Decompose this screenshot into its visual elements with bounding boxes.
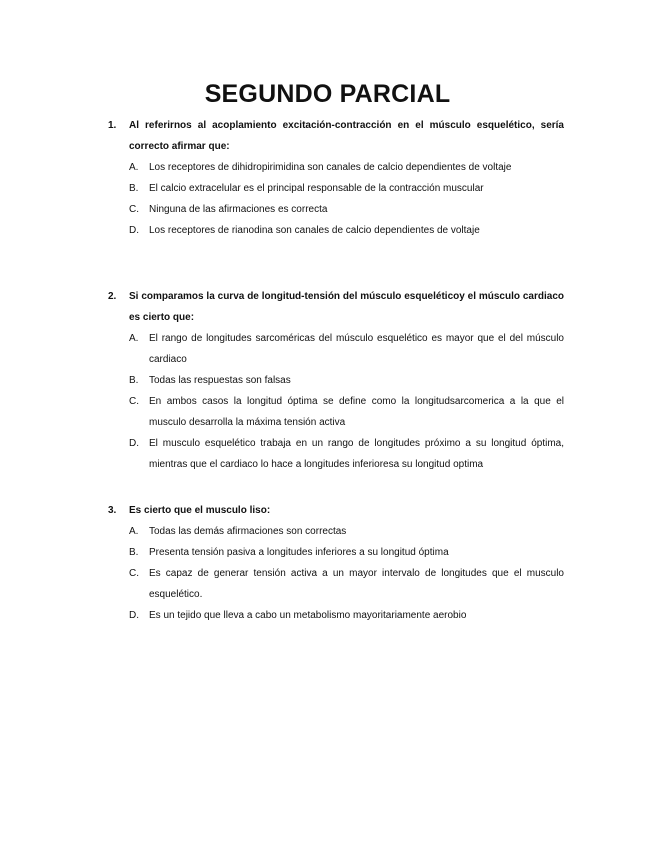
option-text: Ninguna de las afirmaciones es correcta (149, 204, 328, 215)
option-letter: C. (129, 568, 139, 579)
option-text: Presenta tensión pasiva a longitudes inferiores a su longitud óptima (149, 547, 449, 558)
option-letter: B. (129, 183, 139, 194)
option-text: Todas las respuestas son falsas (149, 375, 291, 386)
option-letter: B. (129, 375, 139, 386)
option-text: En ambos casos la longitud óptima se define como la longitudsarcomerica a la que el musculo desarrolla la máxima tensión activa (149, 396, 564, 428)
option-a (129, 157, 564, 178)
option-a (129, 328, 564, 370)
question-number: 3. (108, 505, 117, 516)
option-text: Los receptores de dihidropirimidina son canales de calcio dependientes de voltaje (149, 162, 512, 173)
option-letter: D. (129, 438, 139, 449)
option-text: El musculo esquelético trabaja en un rango de longitudes próximo a su longitud óptima, mientras que el cardiaco lo hace a longitudes inferioresa su longitud optima (149, 438, 564, 470)
question-3 (108, 505, 564, 626)
option-letter: A. (129, 333, 139, 344)
option-letter: A. (129, 162, 139, 173)
option-letter: C. (129, 396, 139, 407)
question-text: Si comparamos la curva de longitud-tensión del músculo esqueléticoy el músculo cardiaco es cierto que: (129, 291, 564, 323)
page-title: SEGUNDO PARCIAL (204, 80, 451, 108)
option-c (129, 199, 564, 220)
question-number: 1. (108, 120, 117, 131)
option-letter: D. (129, 610, 139, 621)
question-number: 2. (108, 291, 117, 302)
question-text: Es cierto que el musculo liso: (129, 505, 271, 516)
question-2 (108, 291, 564, 475)
option-c (129, 563, 564, 605)
option-letter: B. (129, 547, 139, 558)
question-1 (108, 120, 564, 241)
options-list (129, 328, 564, 475)
question-text: Al referirnos al acoplamiento excitación-contracción en el músculo esquelético, sería correcto afirmar que: (129, 120, 564, 152)
option-c (129, 391, 564, 433)
option-text: El calcio extracelular es el principal responsable de la contracción muscular (149, 183, 484, 194)
option-text: El rango de longitudes sarcoméricas del músculo esquelético es mayor que el del músculo cardiaco (149, 333, 564, 365)
option-text: Todas las demás afirmaciones son correctas (149, 526, 347, 537)
options-list (129, 521, 564, 626)
option-letter: C. (129, 204, 139, 215)
option-letter: A. (129, 526, 139, 537)
option-d (129, 433, 564, 475)
option-d (129, 605, 564, 626)
option-text: Es un tejido que lleva a cabo un metabolismo mayoritariamente aerobio (149, 610, 467, 621)
option-text: Es capaz de generar tensión activa a un mayor intervalo de longitudes que el musculo esquelético. (149, 568, 564, 600)
option-b (129, 178, 564, 199)
option-d (129, 220, 564, 241)
option-b (129, 370, 564, 391)
option-text: Los receptores de rianodina son canales de calcio dependientes de voltaje (149, 225, 480, 236)
option-letter: D. (129, 225, 139, 236)
option-b (129, 542, 564, 563)
option-a (129, 521, 564, 542)
options-list (129, 157, 564, 241)
